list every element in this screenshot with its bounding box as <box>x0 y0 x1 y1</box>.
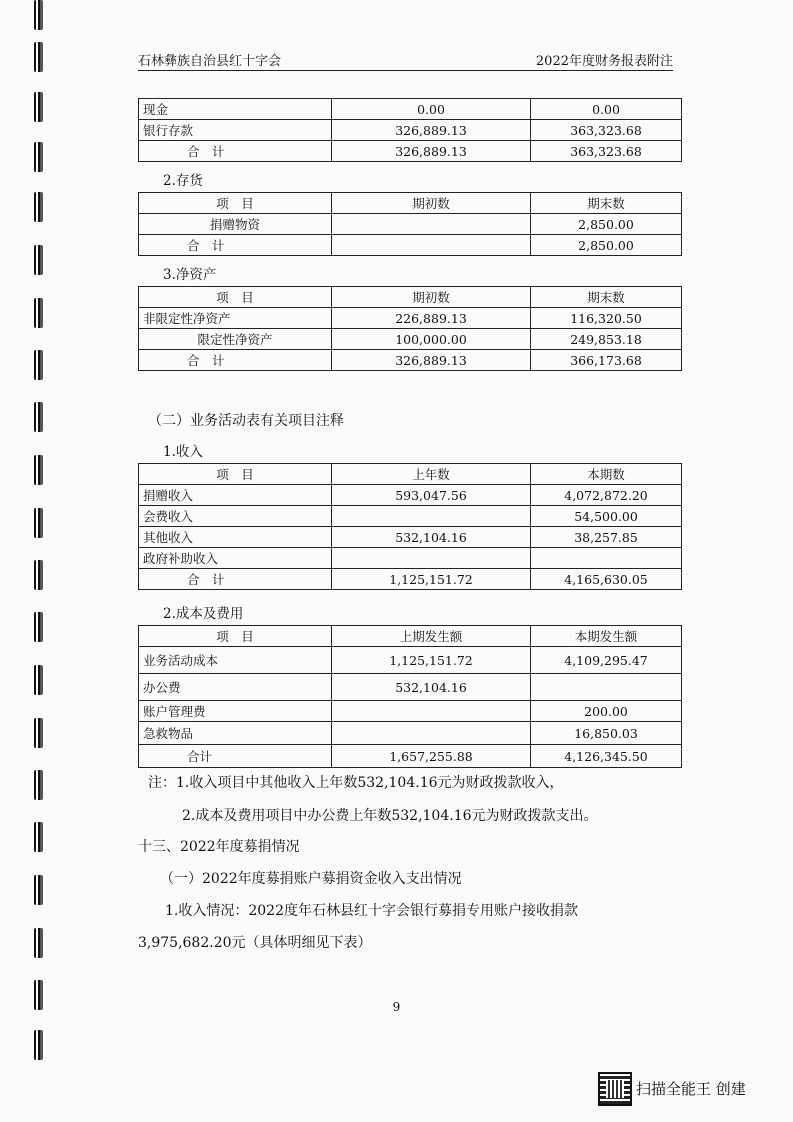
table-cell: 0.00 <box>332 99 531 120</box>
table-header-row <box>139 464 682 485</box>
table-cell: 政府补助收入 <box>139 548 332 569</box>
table-header-cell: 期末数 <box>531 193 682 214</box>
inventory-title: 2.存货 <box>163 173 203 189</box>
table-header-row <box>139 626 682 647</box>
table-row <box>139 99 682 120</box>
table-row <box>139 647 682 674</box>
table-row <box>139 120 682 141</box>
table-cell: 4,126,345.50 <box>531 745 682 768</box>
table-cell: 会费收入 <box>139 506 332 527</box>
table-cell: 1,125,151.72 <box>332 569 531 590</box>
net-assets-table <box>138 286 682 371</box>
binding-hole <box>34 875 43 905</box>
binding-hole <box>34 298 43 328</box>
table-cell: 363,323.68 <box>531 141 682 162</box>
binding-hole <box>34 822 43 852</box>
table-header-cell: 本期数 <box>531 464 682 485</box>
table-cell <box>332 701 531 722</box>
table-cell: 非限定性净资产 <box>139 308 332 329</box>
table-row <box>139 674 682 701</box>
binding-hole <box>34 665 43 695</box>
table-header-row <box>139 193 682 214</box>
table-row <box>139 350 682 371</box>
table-row <box>139 141 682 162</box>
binding-hole <box>34 350 43 380</box>
note-1: 注：1.收入项目中其他收入上年数532,104.16元为财政拨款收入， <box>148 775 564 791</box>
table-row <box>139 527 682 548</box>
binding-hole <box>34 0 43 30</box>
table-row <box>139 569 682 590</box>
table-cell: 226,889.13 <box>332 308 531 329</box>
binding-hole <box>34 928 43 958</box>
table-cell: 363,323.68 <box>531 120 682 141</box>
table-cell: 账户管理费 <box>139 701 332 722</box>
table-cell: 16,850.03 <box>531 722 682 745</box>
table-cell: 办公费 <box>139 674 332 701</box>
net-assets-title: 3.净资产 <box>163 267 217 283</box>
table-cell: 4,109,295.47 <box>531 647 682 674</box>
table-cell <box>332 548 531 569</box>
costs-table <box>138 625 682 768</box>
income-paragraph-line-2: 3,975,682.20元（具体明细见下表） <box>138 935 372 951</box>
table-header-cell: 期末数 <box>531 287 682 308</box>
binding-hole <box>34 770 43 800</box>
table-cell: 捐赠物资 <box>139 214 332 235</box>
table-header-cell: 项 目 <box>139 464 332 485</box>
table-cell: 366,173.68 <box>531 350 682 371</box>
table-cell: 326,889.13 <box>332 350 531 371</box>
table-cell: 2,850.00 <box>531 235 682 256</box>
cash-table <box>138 98 682 162</box>
costs-title: 2.成本及费用 <box>163 606 244 622</box>
table-cell: 38,257.85 <box>531 527 682 548</box>
table-header-cell: 上期发生额 <box>332 626 531 647</box>
binding-hole <box>34 192 43 222</box>
table-cell <box>332 506 531 527</box>
table-row <box>139 308 682 329</box>
table-cell <box>332 722 531 745</box>
table-header-cell: 项 目 <box>139 287 332 308</box>
table-cell: 合 计 <box>139 569 332 590</box>
binding-hole <box>34 142 43 172</box>
binding-hole <box>34 455 43 485</box>
table-row <box>139 329 682 350</box>
table-cell <box>332 235 531 256</box>
binding-hole <box>34 718 43 748</box>
table-cell <box>531 674 682 701</box>
section-business-activity-title: （二）业务活动表有关项目注释 <box>148 413 344 429</box>
table-header-cell: 期初数 <box>332 193 531 214</box>
table-row <box>139 214 682 235</box>
table-cell: 593,047.56 <box>332 485 531 506</box>
table-cell: 54,500.00 <box>531 506 682 527</box>
binding-hole <box>34 612 43 642</box>
table-cell: 1,125,151.72 <box>332 647 531 674</box>
table-cell: 532,104.16 <box>332 674 531 701</box>
table-cell <box>332 214 531 235</box>
table-header-cell: 项 目 <box>139 193 332 214</box>
table-cell: 合 计 <box>139 235 332 256</box>
table-cell: 4,165,630.05 <box>531 569 682 590</box>
table-cell: 326,889.13 <box>332 141 531 162</box>
table-row <box>139 701 682 722</box>
table-cell: 捐赠收入 <box>139 485 332 506</box>
table-row <box>139 722 682 745</box>
note-2: 2.成本及费用项目中办公费上年数532,104.16元为财政拨款支出。 <box>182 808 598 824</box>
binding-hole <box>34 508 43 538</box>
table-header-cell: 项 目 <box>139 626 332 647</box>
table-row <box>139 235 682 256</box>
page-number: 9 <box>392 1000 401 1014</box>
table-cell: 100,000.00 <box>332 329 531 350</box>
binding-hole <box>34 245 43 275</box>
section-13-title: 十三、2022年度募捐情况 <box>138 839 300 855</box>
table-cell <box>531 548 682 569</box>
inventory-table <box>138 192 682 256</box>
table-cell: 合计 <box>139 745 332 768</box>
table-cell: 116,320.50 <box>531 308 682 329</box>
table-cell: 其他收入 <box>139 527 332 548</box>
table-cell: 限定性净资产 <box>139 329 332 350</box>
table-header-cell: 期初数 <box>332 287 531 308</box>
table-cell: 249,853.18 <box>531 329 682 350</box>
header-organization: 石林彝族自治县红十字会 <box>138 54 282 69</box>
section-13-1-title: （一）2022年度募捐账户募捐资金收入支出情况 <box>160 871 462 887</box>
table-header-cell: 上年数 <box>332 464 531 485</box>
binding-hole <box>34 402 43 432</box>
table-cell: 合 计 <box>139 350 332 371</box>
table-row <box>139 485 682 506</box>
table-cell: 银行存款 <box>139 120 332 141</box>
income-paragraph-line-1: 1.收入情况：2022度年石林县红十字会银行募捐专用账户接收捐款 <box>165 903 578 919</box>
table-cell: 业务活动成本 <box>139 647 332 674</box>
table-cell: 326,889.13 <box>332 120 531 141</box>
table-row <box>139 506 682 527</box>
scanner-watermark: 扫描全能王 创建 <box>636 1080 746 1098</box>
table-row <box>139 745 682 768</box>
table-header-cell: 本期发生额 <box>531 626 682 647</box>
binding-hole <box>34 92 43 122</box>
binding-hole <box>34 1030 43 1060</box>
header-report-title: 2022年度财务报表附注 <box>535 54 673 69</box>
table-header-row <box>139 287 682 308</box>
income-table <box>138 463 682 590</box>
table-cell: 现金 <box>139 99 332 120</box>
table-cell: 532,104.16 <box>332 527 531 548</box>
table-cell: 200.00 <box>531 701 682 722</box>
binding-hole <box>34 560 43 590</box>
table-cell: 急救物品 <box>139 722 332 745</box>
income-title: 1.收入 <box>163 444 203 460</box>
table-cell: 4,072,872.20 <box>531 485 682 506</box>
table-cell: 0.00 <box>531 99 682 120</box>
table-cell: 2,850.00 <box>531 214 682 235</box>
qr-code-icon <box>598 1072 632 1106</box>
page-header <box>138 48 673 71</box>
binding-hole <box>34 42 43 72</box>
table-cell: 合 计 <box>139 141 332 162</box>
table-cell: 1,657,255.88 <box>332 745 531 768</box>
table-row <box>139 548 682 569</box>
